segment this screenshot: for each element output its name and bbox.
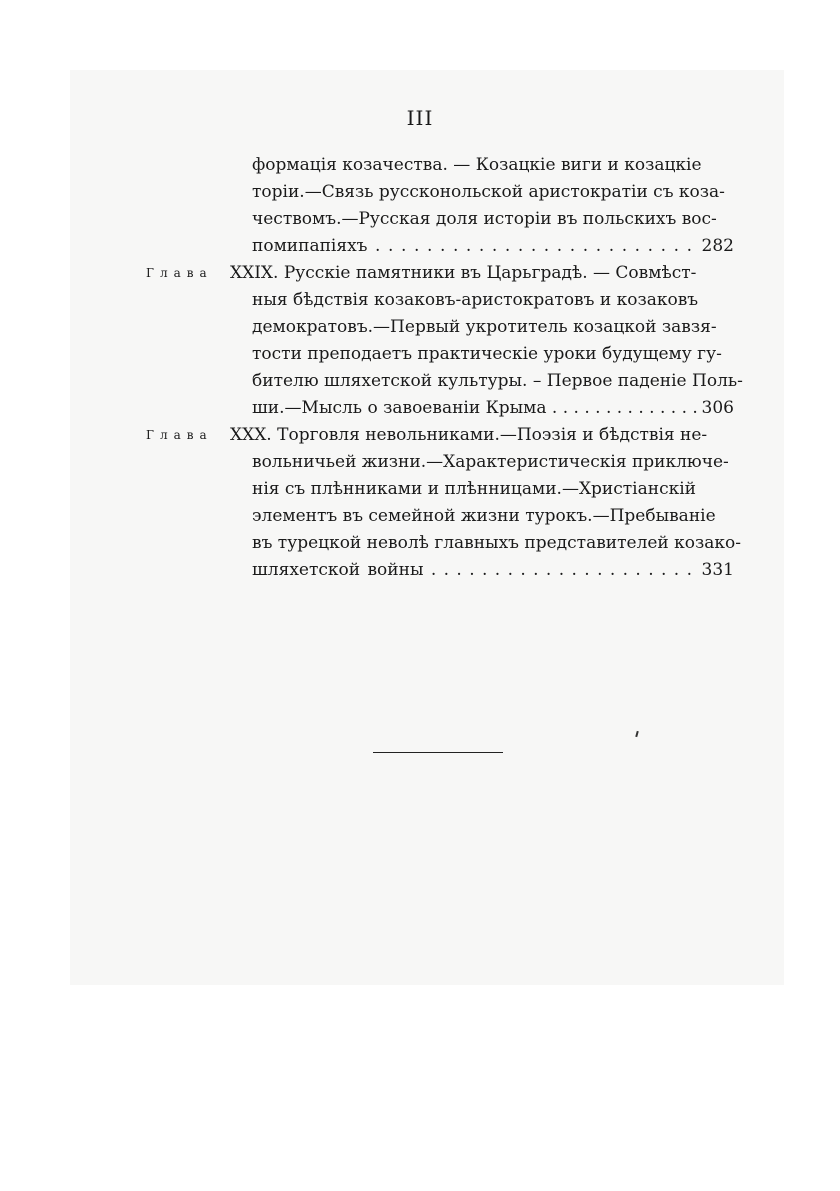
toc-line: шляхетской войны . . . . . . . . . . . . . . . . . . . . . (252, 560, 692, 580)
toc-line: ши.—Мысль о завоеваніи Крыма . . . . . . . . . . . . . . (252, 398, 698, 418)
toc-line: чествомъ.—Русская доля исторіи въ польскихъ вос- (252, 209, 717, 229)
toc-line: помипапіяхъ . . . . . . . . . . . . . . . . . . . . . . . . . (252, 236, 692, 256)
chapter-label: Глава (146, 266, 213, 280)
toc-line: элементъ въ семейной жизни турокъ.—Пребываніе (252, 506, 716, 526)
toc-line: въ турецкой неволѣ главныхъ представителей козако- (252, 533, 742, 553)
toc-page-reference: 331 (701, 560, 734, 580)
toc-line: демократовъ.—Первый укротитель козацкой завзя- (252, 317, 717, 337)
toc-page-reference: 282 (701, 236, 734, 256)
section-end-rule (373, 752, 503, 753)
toc-line: нія съ плѣнниками и плѣнницами.—Христіанскій (252, 479, 696, 499)
toc-line: торіи.—Связь руссконольской аристократіи съ коза- (252, 182, 725, 202)
toc-line: бителю шляхетской культуры. – Первое паденіе Поль- (252, 371, 743, 391)
page-number: III (406, 106, 434, 130)
toc-line: ныя бѣдствія козаковъ-аристократовъ и козаковъ (252, 290, 699, 310)
toc-line: вольничьей жизни.—Характеристическія приключе- (252, 452, 729, 472)
toc-line: формація козачества. — Козацкіе виги и козацкіе (252, 155, 702, 175)
toc-line: тости преподаетъ практическіе уроки будущему гу- (252, 344, 722, 364)
chapter-label: Глава (146, 428, 213, 442)
toc-line: XXIX. Русскіе памятники въ Царьградѣ. — Совмѣст- (230, 263, 697, 283)
toc-line: XXX. Торговля невольниками.—Поэзія и бѣдствія не- (230, 425, 708, 445)
toc-page-reference: 306 (701, 398, 734, 418)
